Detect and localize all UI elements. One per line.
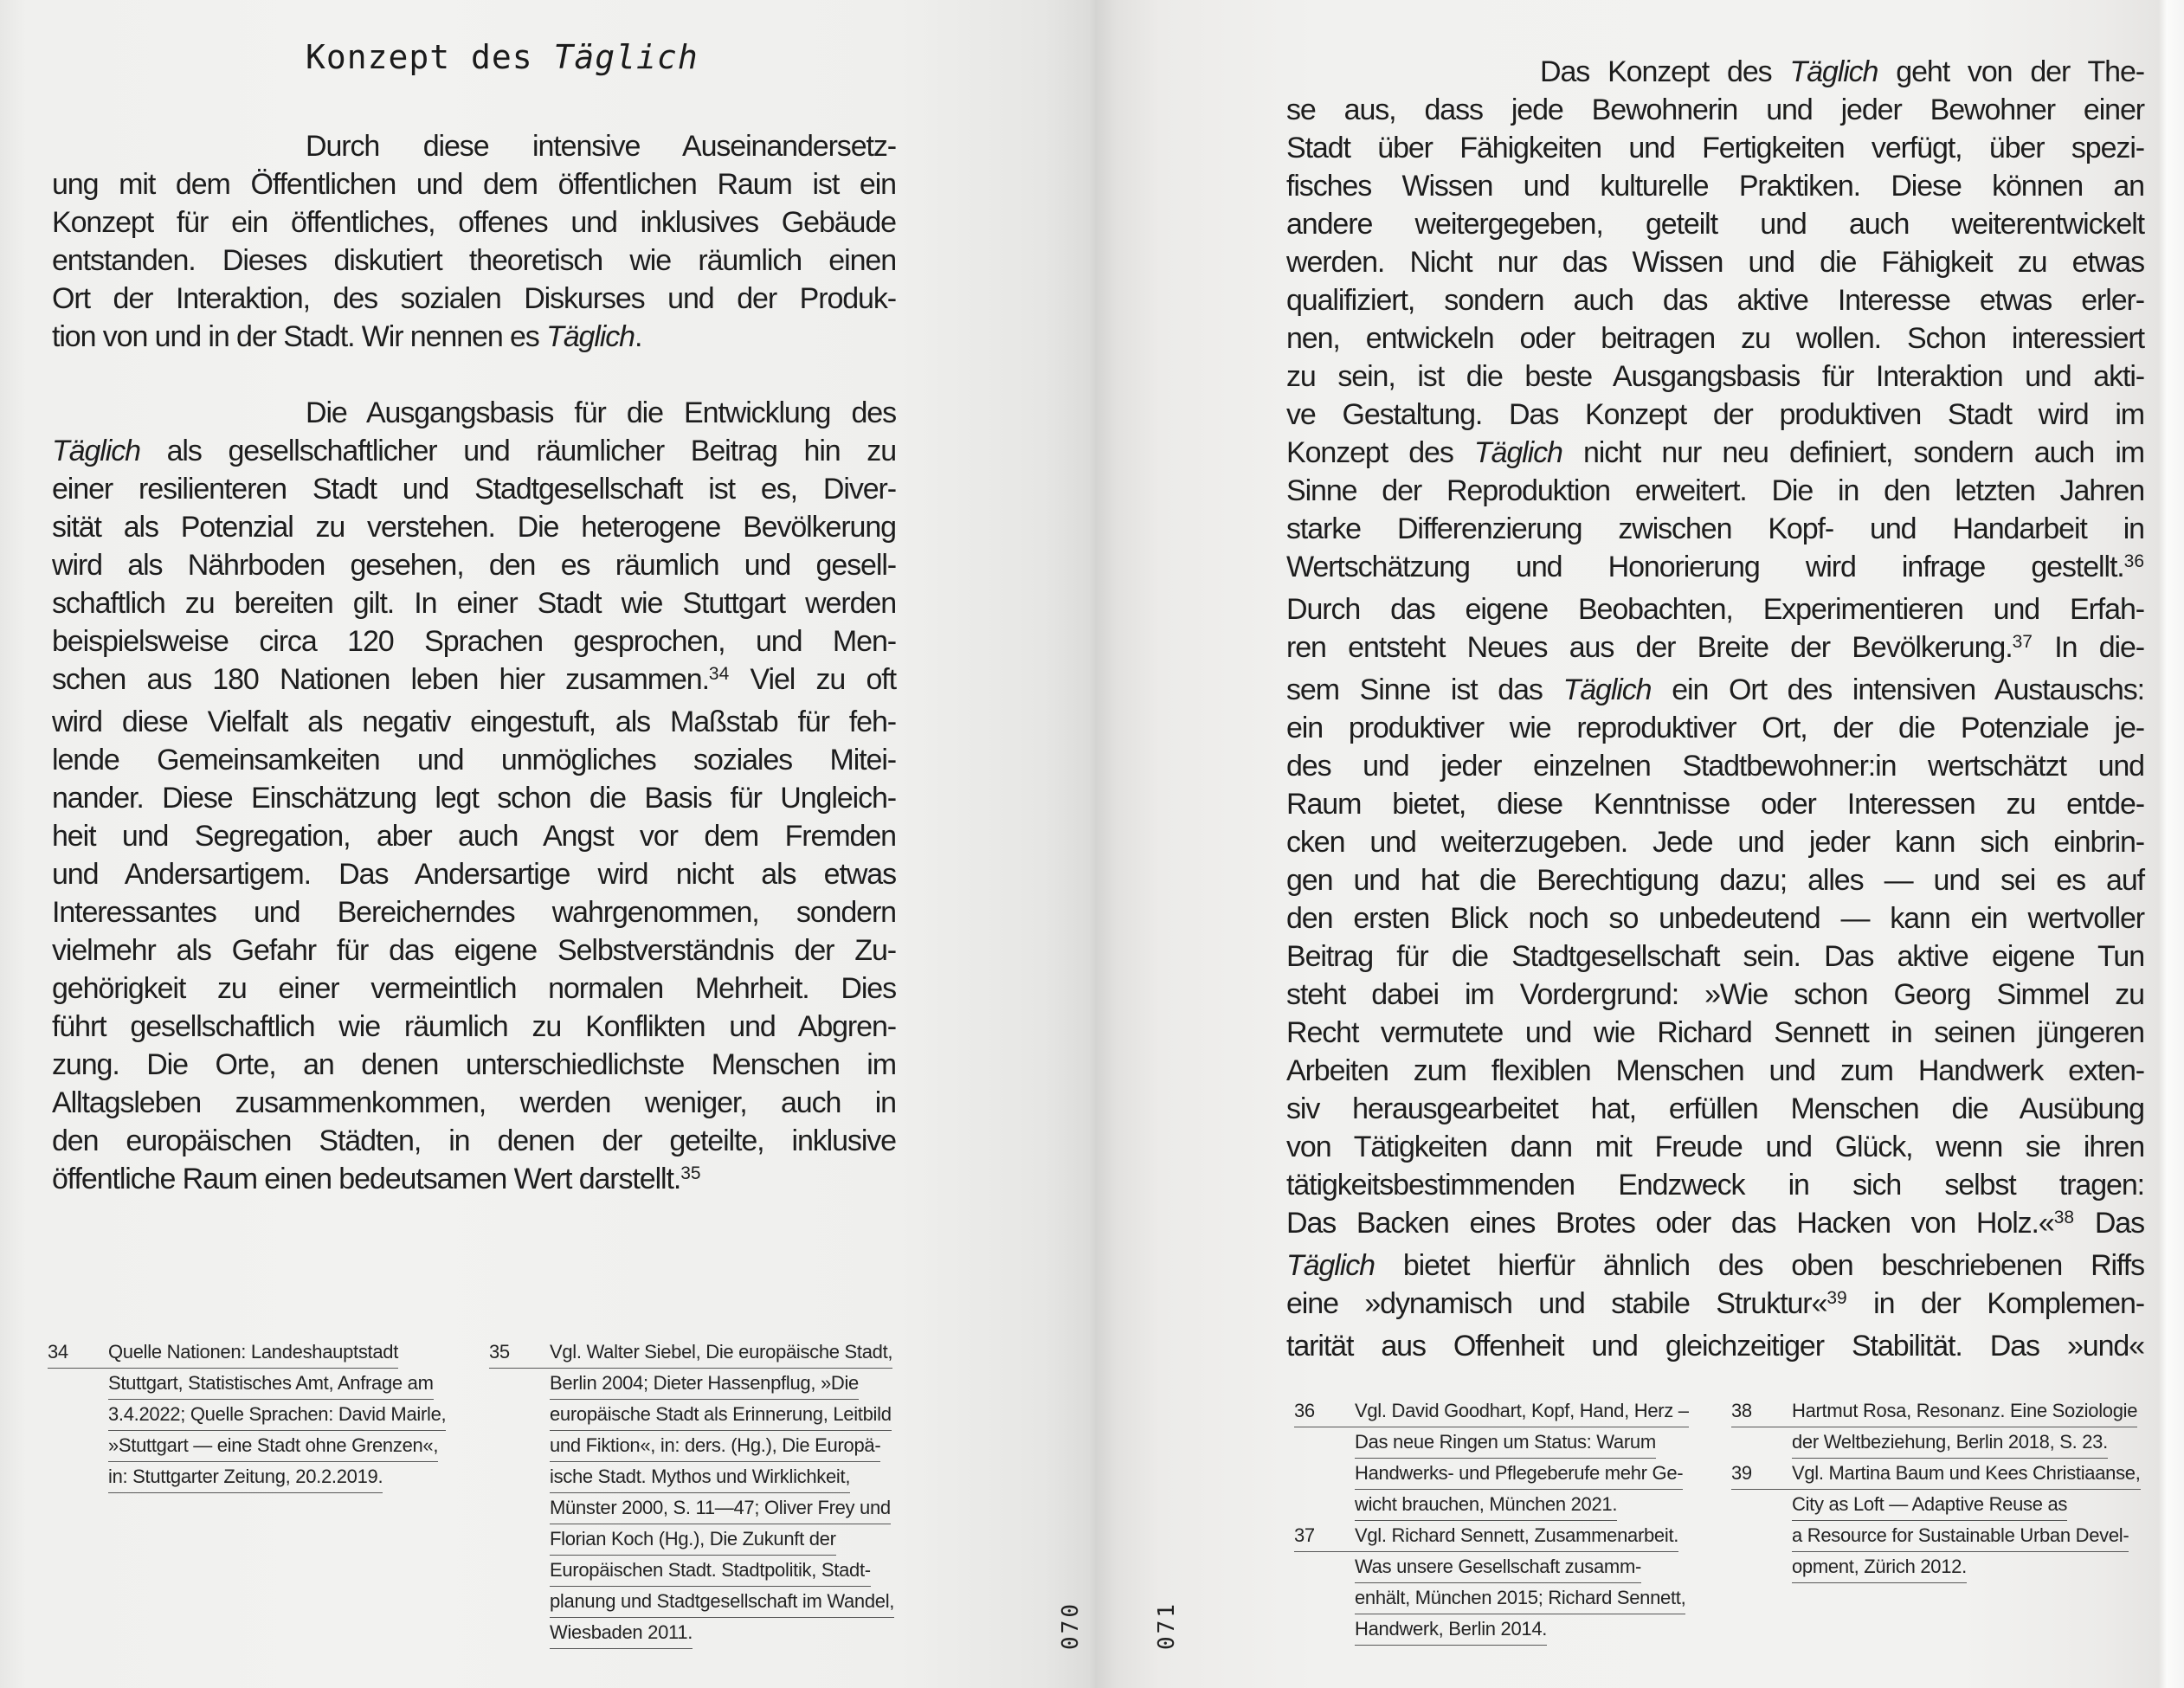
text-segment: entstanden. Dieses diskutiert theoretisch wie räumlich einen — [52, 244, 896, 277]
footnote-text: europäische Stadt als Erinnerung, Leitbild — [550, 1403, 892, 1425]
body-line — [52, 1008, 896, 1046]
footnote-line — [48, 1337, 446, 1368]
body-line — [52, 622, 896, 660]
footnote-text: und Fiktion«, in: ders. (Hg.), Die Europä- — [550, 1434, 881, 1456]
text-segment: den ersten Blick noch so unbedeutend — kann ein wertvoller — [1286, 902, 2144, 935]
text-segment: ein produktiver wie reproduktiver Ort, der die Potenziale je- — [1286, 712, 2144, 744]
body-line — [1286, 1090, 2144, 1128]
body-line — [52, 584, 896, 622]
text-segment: 36 — [2123, 551, 2144, 571]
footnote-text: Quelle Nationen: Landeshauptstadt — [108, 1341, 399, 1363]
footnote-number: 36 — [1294, 1400, 1315, 1421]
text-segment: starke Differenzierung zwischen Kopf- und Handarbeit in — [1286, 512, 2144, 545]
text-segment: heit und Segregation, aber auch Angst vor dem Fremden — [52, 820, 896, 853]
footnote-text: Vgl. David Goodhart, Kopf, Hand, Herz – — [1355, 1400, 1689, 1421]
text-segment: Konzept des — [306, 38, 554, 76]
footnote-column — [48, 1337, 446, 1492]
page-number-right: 071 — [1154, 1601, 1180, 1650]
body-line — [1286, 434, 2144, 472]
text-segment: Das Konzept des — [1540, 55, 1790, 88]
text-segment: Wertschätzung und Honorierung wird infrage gestellt. — [1286, 551, 2124, 583]
footnote-text: Stuttgart, Statistisches Amt, Anfrage am — [108, 1372, 434, 1394]
footnote-line — [48, 1368, 446, 1399]
footnote-number: 35 — [489, 1341, 510, 1363]
footnote-line — [1731, 1427, 2141, 1458]
body-line — [52, 893, 896, 931]
text-segment: Recht vermutete und wie Richard Sennett in seinen jüngeren — [1286, 1016, 2144, 1049]
text-segment: tätigkeitsbestimmenden Endzweck in sich selbst tragen: — [1286, 1169, 2144, 1202]
text-segment: cken und weiterzugeben. Jede und jeder kann sich einbrin- — [1286, 826, 2144, 859]
text-segment: 34 — [708, 664, 730, 684]
text-segment: wird diese Vielfalt als negativ eingestuft, als Maßstab für feh- — [52, 705, 896, 738]
body-line — [52, 1084, 896, 1122]
body-line — [1286, 590, 2144, 628]
body-line — [1286, 53, 2144, 91]
footnote-line — [489, 1586, 894, 1617]
body-line — [52, 779, 896, 817]
body-line — [52, 203, 896, 242]
text-segment: In die- — [2032, 631, 2144, 664]
text-segment: ren entsteht Neues aus der Breite der Bevölkerung. — [1286, 631, 2013, 664]
body-line — [52, 817, 896, 855]
body-line — [1286, 899, 2144, 937]
body-line — [1286, 823, 2144, 861]
body-line — [52, 432, 896, 470]
body-line — [52, 703, 896, 741]
text-segment: Täglich — [52, 435, 140, 467]
body-line — [52, 1122, 896, 1160]
footnote-line — [48, 1461, 446, 1492]
footnote-number: 34 — [48, 1341, 68, 1363]
footnote-line — [489, 1337, 894, 1368]
text-segment: Ort der Interaktion, des sozialen Diskurses und der Produk- — [52, 282, 896, 315]
body-line — [1286, 358, 2144, 396]
footnote-text: Wiesbaden 2011. — [550, 1621, 693, 1643]
footnote-number: 38 — [1731, 1400, 1752, 1421]
text-segment: den europäischen Städten, in denen der geteilte, inklusive — [52, 1124, 896, 1157]
text-segment: Stadt über Fähigkeiten und Fertigkeiten verfügt, über spezi- — [1286, 132, 2144, 164]
body-line — [1286, 1285, 2144, 1327]
footnote-line — [489, 1617, 894, 1648]
text-segment: gehörigkeit zu einer vermeintlich normalen Mehrheit. Dies — [52, 972, 896, 1005]
footnote-text: Handwerks- und Pflegeberufe mehr Ge- — [1355, 1462, 1684, 1484]
text-segment: Raum bietet, diese Kenntnisse oder Interessen zu entde- — [1286, 788, 2144, 821]
body-line — [1286, 1052, 2144, 1090]
footnote-text: der Weltbeziehung, Berlin 2018, S. 23. — [1792, 1431, 2108, 1453]
footnote-text: planung und Stadtgesellschaft im Wandel, — [550, 1590, 895, 1612]
text-segment: und Andersartigem. Das Andersartige wird nicht als etwas — [52, 858, 896, 891]
body-line — [1286, 510, 2144, 548]
body-line — [1286, 281, 2144, 319]
body-line — [52, 970, 896, 1008]
body-line — [1286, 91, 2144, 129]
footnote-text: in: Stuttgarter Zeitung, 20.2.2019. — [108, 1466, 383, 1487]
text-segment: tion von und in der Stadt. Wir nennen es — [52, 320, 547, 353]
body-line — [1286, 747, 2144, 785]
text-segment: ung mit dem Öffentlichen und dem öffentlichen Raum ist ein — [52, 168, 896, 201]
body-line — [1286, 1128, 2144, 1166]
footnote-text: ische Stadt. Mythos und Wirklichkeit, — [550, 1466, 851, 1487]
footnote-text: a Resource for Sustainable Urban Devel- — [1792, 1524, 2129, 1546]
footnote-text: wicht brauchen, München 2021. — [1355, 1493, 1618, 1515]
body-line — [52, 318, 896, 356]
text-segment: nander. Diese Einschätzung legt schon die Basis für Ungleich- — [52, 782, 896, 815]
footnote-line — [489, 1461, 894, 1492]
footnote-line — [1731, 1458, 2141, 1489]
body-line — [1286, 861, 2144, 899]
body-line — [52, 931, 896, 970]
footnote-line — [1731, 1551, 2141, 1582]
text-segment: als gesellschaftlicher und räumlicher Beitrag hin zu — [139, 435, 896, 467]
text-segment: schaftlich zu bereiten gilt. In einer Stadt wie Stuttgart werden — [52, 587, 896, 620]
text-segment: zung. Die Orte, an denen unterschiedlichste Menschen im — [52, 1048, 896, 1081]
body-line — [1286, 396, 2144, 434]
text-segment: nicht nur neu definiert, sondern auch im — [1562, 436, 2144, 469]
footnote-text: 3.4.2022; Quelle Sprachen: David Mairle, — [108, 1403, 447, 1425]
footnote-line — [1294, 1458, 1689, 1489]
text-segment: steht dabei im Vordergrund: »Wie schon Georg Simmel zu — [1286, 978, 2144, 1011]
body-line — [1286, 1014, 2144, 1052]
footnote-text: Hartmut Rosa, Resonanz. Eine Soziologie — [1792, 1400, 2138, 1421]
text-segment: Täglich — [546, 320, 635, 353]
footnote-line — [489, 1492, 894, 1524]
footnote-column — [489, 1337, 894, 1648]
text-segment: 37 — [2012, 632, 2033, 652]
footnote-line — [1294, 1489, 1689, 1520]
text-segment: Durch diese intensive Auseinandersetz- — [306, 130, 896, 163]
text-segment: Täglich — [1473, 436, 1562, 469]
footnote-text: Berlin 2004; Dieter Hassenpflug, »Die — [550, 1372, 859, 1394]
footnote-text: Handwerk, Berlin 2014. — [1355, 1618, 1548, 1640]
text-segment: Täglich — [1562, 673, 1652, 706]
text-segment: werden. Nicht nur das Wissen und die Fähigkeit zu etwas — [1286, 246, 2144, 279]
footnote-line — [489, 1555, 894, 1586]
text-segment: Die Ausgangsbasis für die Entwicklung des — [306, 396, 896, 429]
text-segment: andere weitergegeben, geteilt und auch weiterentwickelt — [1286, 208, 2144, 241]
body-line — [1286, 976, 2144, 1014]
body-line — [1286, 1166, 2144, 1204]
text-segment: se aus, dass jede Bewohnerin und jeder Bewohner einer — [1286, 93, 2144, 126]
footnote-text: Europäischen Stadt. Stadtpolitik, Stadt- — [550, 1559, 871, 1581]
body-paragraph — [1286, 53, 2144, 1365]
footnote-text: City as Loft — Adaptive Reuse as — [1792, 1493, 2068, 1515]
footnote-text: »Stuttgart — eine Stadt ohne Grenzen«, — [108, 1434, 439, 1456]
text-segment: Interessantes und Bereicherndes wahrgenommen, sondern — [52, 896, 896, 929]
footnote-text: Das neue Ringen um Status: Warum — [1355, 1431, 1656, 1453]
footnote-column — [1731, 1395, 2141, 1582]
text-segment: des und jeder einzelnen Stadtbewohner:in wertschätzt und — [1286, 750, 2144, 783]
footnote-text: Vgl. Walter Siebel, Die europäische Stadt, — [550, 1341, 893, 1363]
footnote-text: Florian Koch (Hg.), Die Zukunft der — [550, 1528, 836, 1549]
footnote-line — [489, 1399, 894, 1430]
body-line — [52, 1046, 896, 1084]
body-line — [1286, 548, 2144, 590]
footnote-line — [1294, 1614, 1689, 1645]
footnote-column — [1294, 1395, 1689, 1645]
body-line — [1286, 319, 2144, 358]
body-line — [52, 394, 896, 432]
body-line — [1286, 937, 2144, 976]
body-line — [52, 242, 896, 280]
footnote-number: 39 — [1731, 1462, 1752, 1484]
footnote-number: 37 — [1294, 1524, 1315, 1546]
text-segment: Täglich — [1286, 1249, 1375, 1282]
text-segment: Durch das eigene Beobachten, Experimentieren und Erfah- — [1286, 593, 2144, 626]
text-segment: vielmehr als Gefahr für das eigene Selbstverständnis der Zu- — [52, 934, 896, 967]
body-line — [1286, 671, 2144, 709]
text-segment: schen aus 180 Nationen leben hier zusammen. — [52, 663, 709, 696]
text-segment: einer resilienteren Stadt und Stadtgesellschaft ist es, Diver- — [52, 473, 896, 506]
text-segment: wird als Nährboden gesehen, den es räumlich und gesell- — [52, 549, 896, 582]
text-segment: Das — [2074, 1207, 2144, 1240]
body-line — [52, 508, 896, 546]
body-line — [1286, 129, 2144, 167]
body-line — [52, 165, 896, 203]
page-number-left: 070 — [1058, 1601, 1084, 1650]
text-segment: führt gesellschaftlich wie räumlich zu Konflikten und Abgren- — [52, 1010, 896, 1043]
footnote-line — [1294, 1520, 1689, 1551]
text-segment: zu sein, ist die beste Ausgangsbasis für Interaktion und akti- — [1286, 360, 2144, 393]
text-segment: geht von der The- — [1878, 55, 2144, 88]
section-heading — [52, 38, 1150, 76]
text-segment: bietet hierfür ähnlich des oben beschriebenen Riffs — [1374, 1249, 2144, 1282]
text-segment: Beitrag für die Stadtgesellschaft sein. Das aktive eigene Tun — [1286, 940, 2144, 973]
text-segment: fisches Wissen und kulturelle Praktiken. Diese können an — [1286, 170, 2144, 203]
footnote-line — [48, 1399, 446, 1430]
footnote-text: Vgl. Richard Sennett, Zusammenarbeit. — [1355, 1524, 1679, 1546]
text-segment: sität als Potenzial zu verstehen. Die heterogene Bevölkerung — [52, 511, 896, 544]
body-line — [1286, 243, 2144, 281]
text-segment: ve Gestaltung. Das Konzept der produktiven Stadt wird im — [1286, 398, 2144, 431]
footnote-line — [1294, 1395, 1689, 1427]
text-segment: ein Ort des intensiven Austauschs: — [1651, 673, 2144, 706]
text-segment: . — [634, 320, 642, 353]
footnote-text: enhält, München 2015; Richard Sennett, — [1355, 1587, 1686, 1608]
body-paragraph — [52, 127, 896, 356]
body-line — [52, 546, 896, 584]
footnote-line — [1294, 1427, 1689, 1458]
footnote-line — [1731, 1489, 2141, 1520]
body-line — [52, 660, 896, 703]
text-segment: 38 — [2053, 1208, 2075, 1227]
body-line — [52, 127, 896, 165]
body-paragraph — [52, 394, 896, 1202]
text-segment: Konzept des — [1286, 436, 1474, 469]
text-segment: Täglich — [553, 38, 699, 76]
text-segment: Täglich — [1789, 55, 1878, 88]
body-line — [1286, 785, 2144, 823]
footnote-line — [1731, 1520, 2141, 1551]
footnote-text: opment, Zürich 2012. — [1792, 1556, 1967, 1577]
text-segment: Alltagsleben zusammenkommen, werden weniger, auch in — [52, 1086, 896, 1119]
body-line — [52, 280, 896, 318]
body-line — [1286, 709, 2144, 747]
body-line — [1286, 1204, 2144, 1247]
text-segment: 35 — [680, 1163, 701, 1183]
text-segment: Viel zu oft — [729, 663, 896, 696]
footnote-line — [48, 1430, 446, 1461]
text-segment: eine »dynamisch und stabile Struktur« — [1286, 1287, 1827, 1320]
footnote-line — [1731, 1395, 2141, 1427]
body-line — [52, 741, 896, 779]
body-line — [1286, 1327, 2144, 1365]
body-line — [1286, 205, 2144, 243]
body-line — [52, 1160, 896, 1202]
body-line — [1286, 472, 2144, 510]
text-segment: tarität aus Offenheit und gleichzeitiger Stabilität. Das »und« — [1286, 1330, 2144, 1363]
footnote-text: Was unsere Gesellschaft zusamm- — [1355, 1556, 1641, 1577]
text-segment: Das Backen eines Brotes oder das Hacken von Holz.« — [1286, 1207, 2054, 1240]
text-segment: qualifiziert, sondern auch das aktive Interesse etwas erler- — [1286, 284, 2144, 317]
footnote-line — [1294, 1582, 1689, 1614]
text-segment: in der Komplemen- — [1846, 1287, 2144, 1320]
footnote-line — [489, 1368, 894, 1399]
text-segment: öffentliche Raum einen bedeutsamen Wert darstellt. — [52, 1163, 681, 1195]
footnote-text: Vgl. Martina Baum und Kees Christiaanse, — [1792, 1462, 2141, 1484]
text-segment: beispielsweise circa 120 Sprachen gesprochen, und Men- — [52, 625, 896, 658]
text-segment: 39 — [1826, 1288, 1847, 1308]
text-segment: gen und hat die Berechtigung dazu; alles — und sei es auf — [1286, 864, 2144, 897]
footnote-line — [489, 1524, 894, 1555]
text-segment: siv herausgearbeitet hat, erfüllen Menschen die Ausübung — [1286, 1092, 2144, 1125]
footnote-line — [1294, 1551, 1689, 1582]
text-segment: nen, entwickeln oder beitragen zu wollen. Schon interessiert — [1286, 322, 2144, 355]
body-line — [52, 470, 896, 508]
text-segment: lende Gemeinsamkeiten und unmögliches soziales Mitei- — [52, 744, 896, 776]
body-line — [1286, 167, 2144, 205]
text-segment: von Tätigkeiten dann mit Freude und Glück, wenn sie ihren — [1286, 1131, 2144, 1163]
text-segment: Arbeiten zum flexiblen Menschen und zum Handwerk exten- — [1286, 1054, 2144, 1087]
body-line — [52, 855, 896, 893]
body-line — [1286, 628, 2144, 671]
text-segment: sem Sinne ist das — [1286, 673, 1563, 706]
footnote-line — [489, 1430, 894, 1461]
text-segment: Konzept für ein öffentliches, offenes und inklusives Gebäude — [52, 206, 896, 239]
footnote-text: Münster 2000, S. 11—47; Oliver Frey und — [550, 1497, 891, 1518]
text-segment: Sinne der Reproduktion erweitert. Die in den letzten Jahren — [1286, 474, 2144, 507]
body-line — [1286, 1247, 2144, 1285]
